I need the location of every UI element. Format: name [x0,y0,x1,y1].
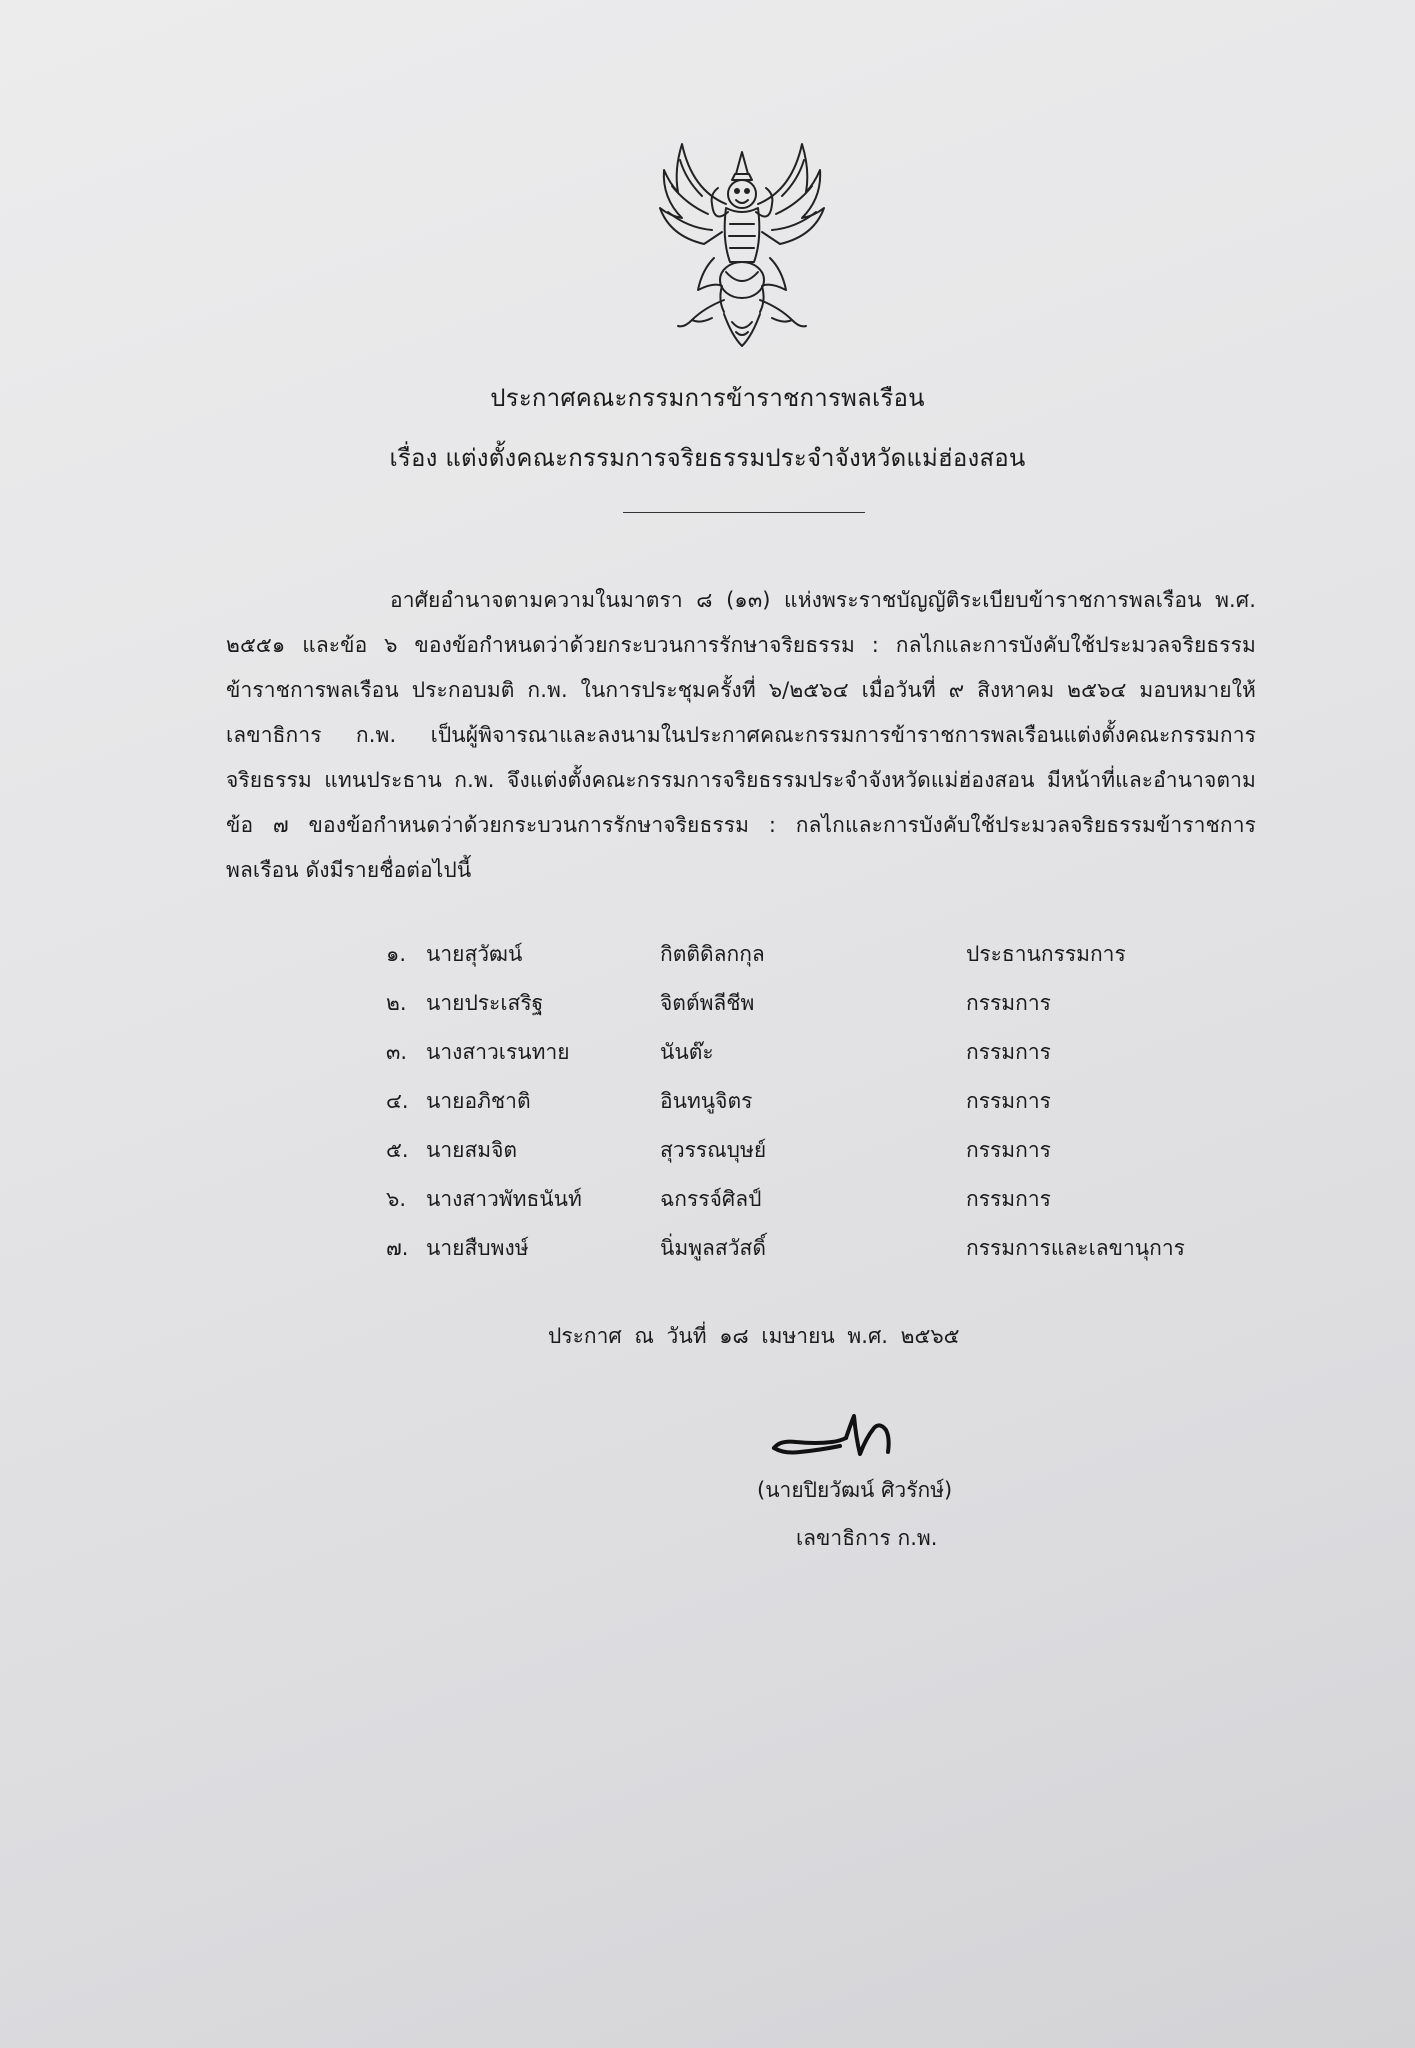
member-surname: กิตติดิลกกุล [660,942,765,966]
committee-member-list [386,938,1236,1281]
member-row [386,987,1236,1036]
announcement-body: อาศัยอำนาจตามความในมาตรา ๘ (๑๓) แห่งพระราชบัญญัติระเบียบข้าราชการพลเรือน พ.ศ. ๒๕๕๑ และข้อ ๖ ของข้อกำหนดว่าด้วยกระบวนการรักษาจริยธรรม : กลไกและการบังคับใช้ประมวลจริยธรรมข้าราชการพลเรือน ประกอบมติ ก.พ. ในการประชุมครั้งที่ ๖/๒๕๖๔ เมื่อวันที่ ๙ สิงหาคม ๒๕๖๔ มอบหมายให้เลขาธิการ ก.พ. เป็นผู้พิจารณาและลงนามในประกาศคณะกรรมการข้าราชการพลเรือนแต่งตั้งคณะกรรมการจริยธรรม แทนประธาน ก.พ. จึงแต่งตั้งคณะกรรมการจริยธรรมประจำจังหวัดแม่ฮ่องสอน มีหน้าที่และอำนาจตามข้อ ๗ ของข้อกำหนดว่าด้วยกระบวนการรักษาจริยธรรม : กลไกและการบังคับใช้ประมวลจริยธรรมข้าราชการพลเรือน ดังมีรายชื่อต่อไปนี้ [226,588,1256,882]
member-name: นายอภิชาติ [426,1089,531,1113]
member-number: ๖. [386,1187,407,1211]
announcement-subject: เรื่อง แต่งตั้งคณะกรรมการจริยธรรมประจำจังหวัดแม่ฮ่องสอน [389,444,1026,472]
member-role: กรรมการและเลขานุการ [966,1236,1185,1260]
member-role: กรรมการ [966,1187,1051,1211]
member-role: กรรมการ [966,1089,1051,1113]
handwritten-signature-icon [770,1408,920,1468]
member-role: กรรมการ [966,1138,1051,1162]
member-row [386,1232,1236,1281]
member-name: นายสมจิต [426,1138,518,1162]
signer-title: เลขาธิการ ก.พ. [796,1526,938,1550]
member-name: นางสาวเรนทาย [426,1040,570,1064]
member-number: ๕. [386,1138,409,1162]
member-surname: อินทนูจิตร [660,1089,753,1113]
member-number: ๔. [386,1089,409,1113]
member-role: ประธานกรรมการ [966,942,1126,966]
garuda-emblem-icon [652,140,832,350]
member-row [386,938,1236,987]
announcement-date: ประกาศ ณ วันที่ ๑๘ เมษายน พ.ศ. ๒๕๖๕ [548,1324,960,1348]
member-row [386,1134,1236,1183]
member-name: นายสุวัฒน์ [426,942,523,966]
member-number: ๗. [386,1236,409,1260]
member-surname: นิ่มพูลสวัสดิ์ [660,1236,766,1260]
member-role: กรรมการ [966,1040,1051,1064]
member-row [386,1183,1236,1232]
title-divider [623,512,865,513]
member-row [386,1036,1236,1085]
member-role: กรรมการ [966,991,1051,1015]
member-number: ๓. [386,1040,408,1064]
member-name: นางสาวพัทธนันท์ [426,1187,582,1211]
member-surname: นันต๊ะ [660,1040,714,1064]
member-name: นายสืบพงษ์ [426,1236,529,1260]
member-surname: จิตต์พลีชีพ [660,991,755,1015]
member-name: นายประเสริฐ [426,991,544,1015]
member-number: ๑. [386,942,407,966]
member-number: ๒. [386,991,407,1015]
member-surname: ฉกรรจ์ศิลป์ [660,1187,762,1211]
announcement-title: ประกาศคณะกรรมการข้าราชการพลเรือน [490,384,925,412]
signer-name: (นายปิยวัฒน์ ศิวรักษ์) [757,1478,953,1502]
member-surname: สุวรรณบุษย์ [660,1138,767,1162]
member-row [386,1085,1236,1134]
